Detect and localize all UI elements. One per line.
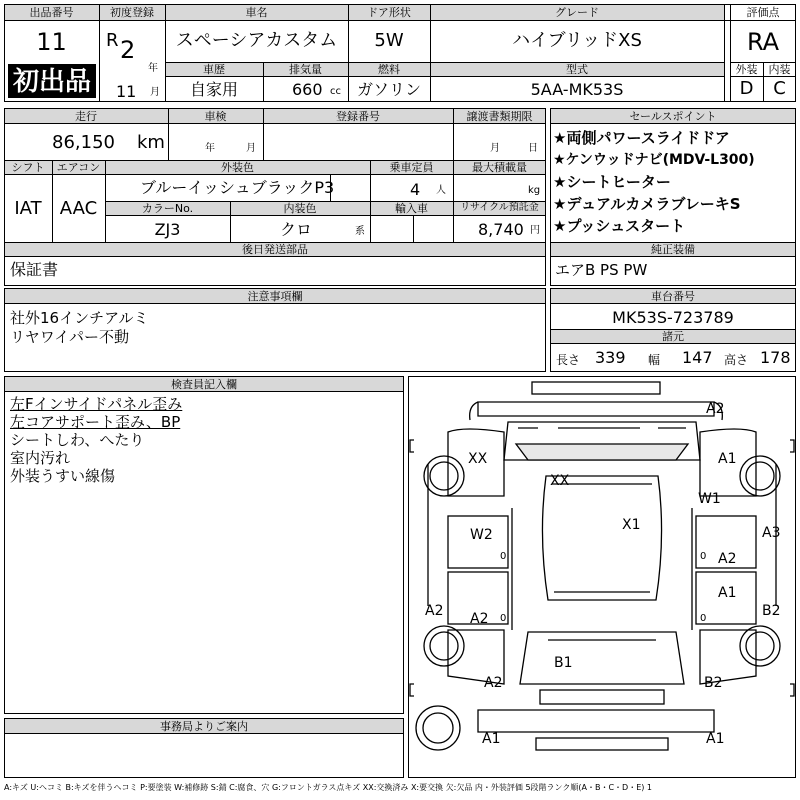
fuel-label: 燃料 xyxy=(378,63,400,76)
transfer-day-unit: 日 xyxy=(528,143,538,154)
recycle-unit: 円 xyxy=(530,225,540,236)
chassis-number: MK53S-723789 xyxy=(612,308,734,327)
width: 147 xyxy=(682,348,713,367)
first-reg-label: 初度登録 xyxy=(110,6,154,19)
mileage-label: 走行 xyxy=(75,110,97,123)
shift-label: シフト xyxy=(11,161,45,174)
damage-mark: A1 xyxy=(482,731,501,747)
exterior-color: ブルーイッシュブラックP3 xyxy=(140,178,335,197)
width-label: 幅 xyxy=(648,353,661,367)
fuel: ガソリン xyxy=(356,80,421,99)
load-unit: kg xyxy=(528,185,541,196)
car-name-label: 車名 xyxy=(245,6,268,19)
history: 自家用 xyxy=(189,80,238,99)
era: R xyxy=(106,30,119,51)
damage-mark: A1 xyxy=(718,585,737,601)
inspector-label: 検査員記入欄 xyxy=(171,378,237,391)
recycle-label: リサイクル預託金 xyxy=(460,202,539,213)
max-load-label: 最大積載量 xyxy=(472,161,527,174)
damage-mark: B2 xyxy=(762,603,781,619)
inspection-label: 車検 xyxy=(204,110,227,123)
damage-mark: XX xyxy=(550,473,570,489)
interior-color-label: 内装色 xyxy=(283,202,317,215)
sales-point: ★プッシュスタート xyxy=(553,217,686,235)
displacement-label: 排気量 xyxy=(289,63,322,76)
inspection-month-unit: 月 xyxy=(246,143,256,154)
history-label: 車歴 xyxy=(203,63,225,76)
transfer-month-unit: 月 xyxy=(490,143,500,154)
damage-mark: A1 xyxy=(706,731,725,747)
door-label: ドア形状 xyxy=(367,6,411,19)
lot-number: 11 xyxy=(36,28,67,56)
sales-point: ★シートヒーター xyxy=(553,173,671,191)
mileage: 86,150 xyxy=(52,132,115,153)
car-name: スペーシアカスタム xyxy=(175,30,338,51)
displacement-unit: cc xyxy=(330,86,341,97)
caution-line: 社外16インチアルミ xyxy=(10,309,149,327)
grade: ハイブリッドXS xyxy=(512,30,642,51)
inspector-line: 外装うすい線傷 xyxy=(10,467,116,485)
sales-point: ★ケンウッドナビ(MDV-L300) xyxy=(553,152,755,168)
length: 339 xyxy=(595,348,626,367)
damage-mark: A2 xyxy=(718,551,737,567)
damage-mark: W1 xyxy=(698,491,721,507)
equipment-label: 純正装備 xyxy=(651,243,695,256)
sales-point: ★両側パワースライドドア xyxy=(553,129,730,147)
exterior-color-label: 外装色 xyxy=(221,161,254,174)
damage-mark: B1 xyxy=(554,655,573,671)
damage-mark: A3 xyxy=(762,525,781,541)
score: RA xyxy=(746,28,780,56)
damage-mark: A2 xyxy=(706,401,725,417)
color-no-label: カラーNo. xyxy=(141,202,194,215)
inspector-line: 室内汚れ xyxy=(10,449,71,467)
length-label: 長さ xyxy=(556,353,581,367)
caution-line: リヤワイパー不動 xyxy=(10,328,129,346)
grade-label: グレード xyxy=(555,6,599,19)
interior-color-unit: 系 xyxy=(355,226,365,237)
inspector-line: 左Fインサイドパネル歪み xyxy=(10,395,183,413)
damage-mark: 0 xyxy=(500,613,507,624)
damage-mark: X1 xyxy=(622,517,641,533)
sales-point: ★デュアルカメラブレーキS xyxy=(553,195,741,213)
mileage-unit: km xyxy=(137,132,165,153)
import-label: 輸入車 xyxy=(395,202,428,215)
shift: IAT xyxy=(14,198,42,219)
ac-label: エアコン xyxy=(56,161,101,174)
reg-month: 11 xyxy=(116,82,137,101)
month-unit: 月 xyxy=(150,87,160,98)
door-type: 5W xyxy=(374,30,404,51)
dimensions-label: 諸元 xyxy=(662,330,684,343)
inspection-year-unit: 年 xyxy=(205,143,215,154)
model-code: 5AA-MK53S xyxy=(530,80,624,99)
interior-color: クロ xyxy=(280,220,313,239)
inspector-line: 左コアサポート歪み、BP xyxy=(10,413,181,431)
damage-mark: 0 xyxy=(700,613,707,624)
recycle-fee: 8,740 xyxy=(478,220,524,239)
sales-points-label: セールスポイント xyxy=(629,110,717,123)
damage-mark: 0 xyxy=(700,551,707,562)
interior-grade: C xyxy=(773,78,786,99)
registration-label: 登録番号 xyxy=(336,110,380,123)
reg-year: 2 xyxy=(120,36,136,64)
ac: AAC xyxy=(59,198,98,219)
model-label: 型式 xyxy=(566,63,588,76)
transfer-deadline-label: 譲渡書類期限 xyxy=(466,110,533,123)
capacity: 4 xyxy=(410,180,421,199)
capacity-unit: 人 xyxy=(436,185,446,196)
later-parts-label: 後日発送部品 xyxy=(242,243,308,256)
damage-mark: B2 xyxy=(704,675,723,691)
score-label: 評価点 xyxy=(746,6,780,19)
inspector-line: シートしわ、へたり xyxy=(10,431,145,449)
chassis-label: 車台番号 xyxy=(651,290,695,303)
exterior-label: 外装 xyxy=(735,63,758,76)
damage-mark: A2 xyxy=(425,603,444,619)
damage-mark: W2 xyxy=(470,527,493,543)
damage-mark: 0 xyxy=(500,551,507,562)
legend: A:キズ U:ヘコミ B:キズを伴うヘコミ P:要塗装 W:補修跡 S:錆 C:腐食、穴 G:フロントガラス点キズ XX:交換済み X:要交換 欠:欠品 内・外装評価 5段階ランク順(A・B・C・D・E) 1 xyxy=(4,783,653,792)
damage-mark: A2 xyxy=(484,675,503,691)
displacement: 660 xyxy=(292,80,323,99)
capacity-label: 乗車定員 xyxy=(389,161,434,174)
caution-label: 注意事項欄 xyxy=(247,290,303,303)
damage-mark: A1 xyxy=(718,451,737,467)
damage-mark: XX xyxy=(468,451,488,467)
office-label: 事務局よりご案内 xyxy=(160,720,248,733)
color-no: ZJ3 xyxy=(154,220,181,239)
year-unit: 年 xyxy=(148,63,158,74)
damage-mark: A2 xyxy=(470,611,489,627)
first-listing-badge: 初出品 xyxy=(8,64,96,98)
height: 178 xyxy=(760,348,791,367)
exterior-grade: D xyxy=(739,78,754,99)
equipment: エアB PS PW xyxy=(555,261,648,279)
later-parts: 保証書 xyxy=(10,260,59,279)
car-outline-diagram xyxy=(408,376,796,778)
lot-label: 出品番号 xyxy=(29,6,74,19)
interior-label: 内装 xyxy=(768,63,791,76)
height-label: 高さ xyxy=(724,353,749,367)
